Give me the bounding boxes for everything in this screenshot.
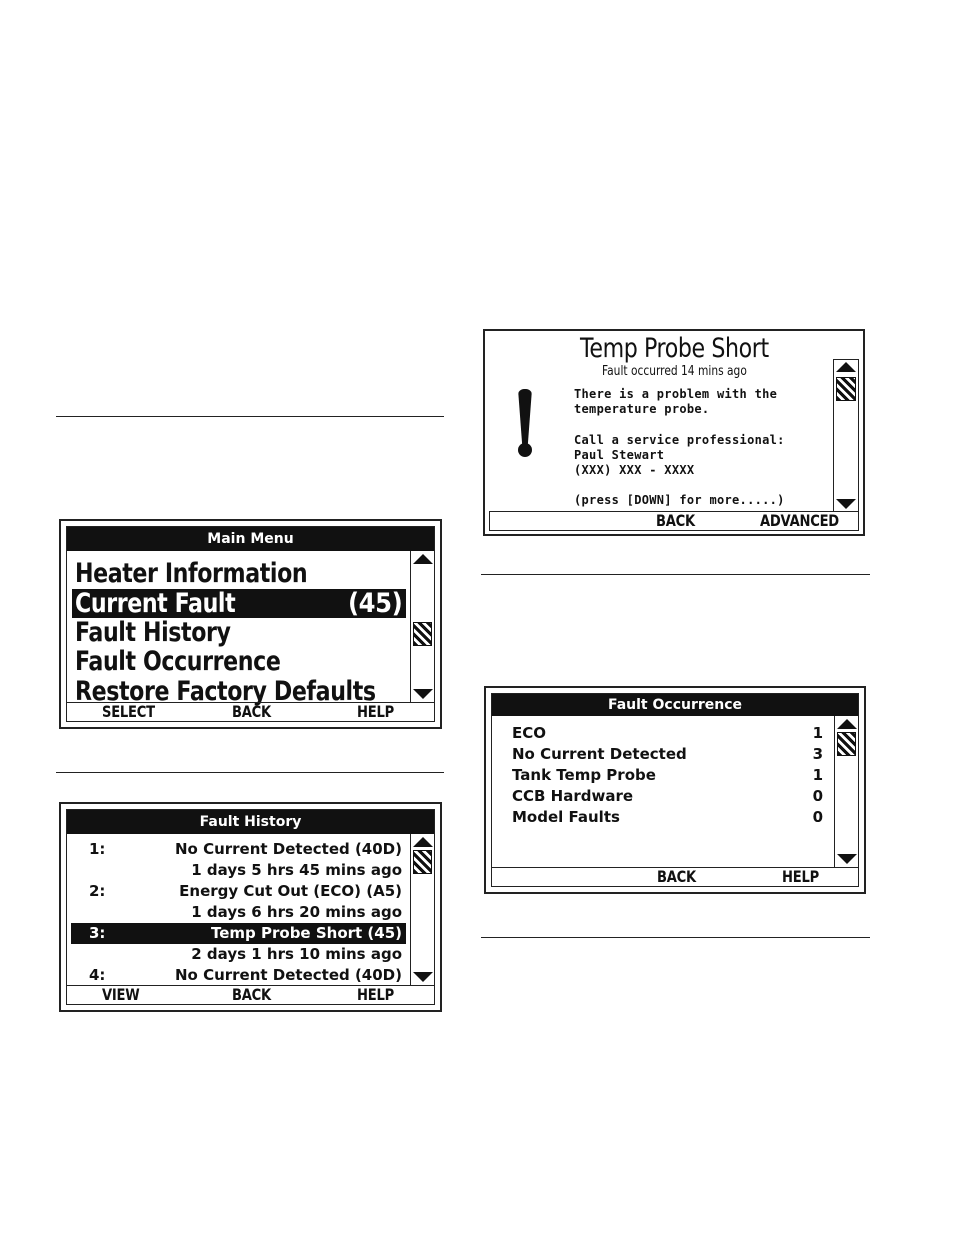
back-softkey[interactable]: BACK	[657, 867, 696, 886]
fault-history-row	[71, 860, 406, 881]
fault-history-panel	[66, 809, 435, 1005]
scroll-thumb[interactable]	[413, 622, 432, 646]
menu-item-label: Heater Information	[75, 558, 308, 589]
occurrence-count: 1	[812, 724, 823, 742]
menu-item-label: Current Fault	[75, 588, 236, 619]
message-line: Paul Stewart	[574, 448, 665, 462]
occurrence-label: Model Faults	[512, 808, 620, 826]
triangle-down-icon[interactable]	[837, 854, 857, 864]
help-softkey[interactable]: HELP	[357, 985, 394, 1004]
help-softkey[interactable]: HELP	[357, 702, 394, 721]
main-menu-scrollbar[interactable]	[410, 551, 434, 702]
row-text: Energy Cut Out (ECO) (A5)	[179, 882, 402, 900]
main-menu-title: Main Menu	[67, 527, 434, 551]
scroll-thumb[interactable]	[413, 850, 432, 874]
triangle-up-icon[interactable]	[413, 554, 433, 564]
temp-probe-scrollbar[interactable]	[833, 359, 859, 512]
fault-history-scrollbar[interactable]	[410, 834, 434, 985]
fault-history-row[interactable]	[71, 881, 406, 902]
occurrence-label: CCB Hardware	[512, 787, 634, 805]
row-text: 1 days 5 hrs 45 mins ago	[191, 861, 402, 879]
back-softkey[interactable]: BACK	[656, 511, 695, 530]
fault-history-title: Fault History	[67, 810, 434, 834]
main-menu-softkeys	[67, 702, 434, 721]
menu-item-heater-information[interactable]	[75, 559, 430, 588]
occurrence-row-eco[interactable]	[512, 723, 825, 744]
menu-item-fault-occurrence[interactable]	[75, 647, 430, 676]
divider-right-top	[481, 574, 870, 575]
row-number: 2:	[89, 882, 106, 900]
advanced-softkey[interactable]: ADVANCED	[760, 511, 839, 530]
back-softkey[interactable]: BACK	[232, 985, 271, 1004]
occurrence-row-ccb[interactable]	[512, 786, 825, 807]
triangle-up-icon[interactable]	[413, 837, 433, 847]
triangle-up-icon[interactable]	[837, 719, 857, 729]
message-line: There is a problem with the	[574, 387, 778, 401]
message-line: Call a service professional:	[574, 433, 785, 447]
help-softkey[interactable]: HELP	[782, 867, 819, 886]
view-softkey[interactable]: VIEW	[102, 985, 140, 1004]
occurrence-row-model[interactable]	[512, 807, 825, 828]
row-number: 1:	[89, 840, 106, 858]
fault-history-row[interactable]	[71, 965, 406, 986]
message-line: temperature probe.	[574, 402, 710, 416]
menu-item-label: Restore Factory Defaults	[75, 676, 376, 707]
triangle-down-icon[interactable]	[413, 689, 433, 699]
occurrence-label: ECO	[512, 724, 547, 742]
fault-history-screen	[59, 802, 442, 1012]
exclamation-bar	[518, 389, 532, 445]
fault-code-badge: (45)	[347, 588, 402, 619]
menu-item-label: Fault Occurrence	[75, 646, 281, 677]
temp-probe-softkeys	[489, 511, 859, 531]
divider-right-bottom	[481, 937, 870, 938]
divider-left-middle	[56, 772, 444, 773]
temp-probe-screen	[483, 329, 865, 536]
row-text: 2 days 1 hrs 10 mins ago	[191, 945, 402, 963]
divider-left-top	[56, 416, 444, 417]
occurrence-label: No Current Detected	[512, 745, 687, 763]
occurrence-row-tank-temp[interactable]	[512, 765, 825, 786]
triangle-up-icon[interactable]	[836, 362, 856, 372]
occurrence-count: 0	[812, 787, 823, 805]
exclamation-dot	[518, 443, 532, 457]
fault-occurrence-panel	[491, 693, 859, 887]
row-text: No Current Detected (40D)	[174, 840, 402, 858]
main-menu-screen	[59, 519, 442, 729]
menu-item-current-fault[interactable]	[72, 589, 406, 618]
row-text: Temp Probe Short (45)	[211, 924, 402, 942]
occurrence-count: 0	[812, 808, 823, 826]
occurrence-count: 3	[812, 745, 823, 763]
row-text: 1 days 6 hrs 20 mins ago	[191, 903, 402, 921]
main-menu-panel	[66, 526, 435, 722]
menu-item-fault-history[interactable]	[75, 618, 430, 647]
row-number: 3:	[89, 924, 106, 942]
scroll-thumb[interactable]	[836, 377, 856, 401]
menu-item-label: Fault History	[75, 617, 231, 648]
triangle-down-icon[interactable]	[836, 499, 856, 509]
occurrence-row-no-current[interactable]	[512, 744, 825, 765]
back-softkey[interactable]: BACK	[232, 702, 271, 721]
fault-occurrence-title: Fault Occurrence	[492, 694, 858, 716]
fault-title: Temp Probe Short	[580, 333, 769, 364]
fault-occurrence-screen	[484, 686, 866, 894]
fault-history-row[interactable]	[71, 839, 406, 860]
fault-occurrence-softkeys	[492, 867, 858, 886]
fault-history-row	[71, 902, 406, 923]
message-line: (press [DOWN] for more.....)	[574, 493, 785, 507]
message-line: (XXX) XXX - XXXX	[574, 463, 695, 477]
row-number: 4:	[89, 966, 106, 984]
scroll-thumb[interactable]	[837, 732, 856, 756]
occurrence-count: 1	[812, 766, 823, 784]
triangle-down-icon[interactable]	[413, 972, 433, 982]
fault-subtitle: Fault occurred 14 mins ago	[602, 364, 747, 379]
fault-occurrence-scrollbar[interactable]	[834, 716, 858, 867]
occurrence-label: Tank Temp Probe	[512, 766, 656, 784]
fault-history-row-selected[interactable]	[71, 923, 406, 944]
row-text: No Current Detected (40D)	[174, 966, 402, 984]
fault-history-row	[71, 944, 406, 965]
select-softkey[interactable]: SELECT	[102, 702, 155, 721]
fault-history-softkeys	[67, 985, 434, 1004]
